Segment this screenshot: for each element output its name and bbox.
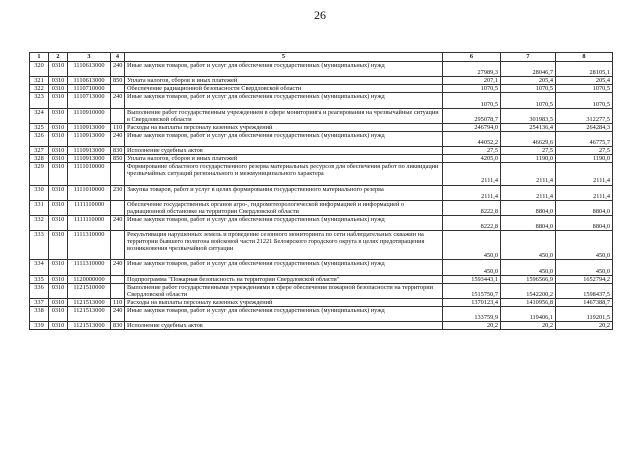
row-number: 337 <box>30 298 49 306</box>
amount-year-1: 8222,8 <box>443 215 501 230</box>
table-row <box>30 62 613 77</box>
target-article-code: 1121513000 <box>68 322 111 330</box>
amount-year-1: 44052,2 <box>443 131 501 146</box>
table-row <box>30 93 613 108</box>
amount-year-3: 27,5 <box>556 147 613 155</box>
row-number: 323 <box>30 93 49 108</box>
target-article-code: 1110613000 <box>68 62 111 77</box>
table-row <box>30 147 613 155</box>
table-row <box>30 155 613 163</box>
amount-year-2: 28046,7 <box>501 62 556 77</box>
row-number: 321 <box>30 77 49 85</box>
expense-name: Иные закупки товаров, работ и услуг для обеспечения государственных (муниципальных) нужд <box>125 307 443 322</box>
expense-type-code: 850 <box>111 155 125 163</box>
amount-year-1: 1070,5 <box>443 93 501 108</box>
target-article-code: 1110913000 <box>68 123 111 131</box>
amount-year-1: 8222,8 <box>443 200 501 215</box>
target-article-code: 1121513000 <box>68 307 111 322</box>
expense-type-code <box>111 85 125 93</box>
row-number: 324 <box>30 108 49 123</box>
amount-year-2: 205,4 <box>501 77 556 85</box>
amount-year-3: 450,0 <box>556 260 613 275</box>
amount-year-3: 46775,7 <box>556 131 613 146</box>
row-number: 328 <box>30 155 49 163</box>
section-code: 0310 <box>49 131 68 146</box>
column-header: 6 <box>443 53 501 62</box>
expense-type-code <box>111 200 125 215</box>
amount-year-2: 1596566,9 <box>501 275 556 283</box>
amount-year-2: 1410956,8 <box>501 298 556 306</box>
expense-type-code: 240 <box>111 93 125 108</box>
expense-type-code: 240 <box>111 260 125 275</box>
row-number: 330 <box>30 185 49 200</box>
section-code: 0310 <box>49 275 68 283</box>
amount-year-2: 8804,0 <box>501 215 556 230</box>
expense-name: Рекультивация нарушенных земель и проведение сезонного мониторинга по сети наблюдательных скважин на территории бывшего полигона войсковой части 21221 Белоярского городского округа в целях предотвращения возникновения чрезвычайной ситуации <box>125 231 443 260</box>
table-header-row <box>30 53 613 62</box>
row-number: 320 <box>30 62 49 77</box>
expense-name: Закупка товаров, работ и услуг в целях формирования государственного материального резерва <box>125 185 443 200</box>
section-code: 0310 <box>49 260 68 275</box>
expense-name: Выполнение работ государственными учреждениями в сфере обеспечения пожарной безопасности на территории Свердловской области <box>125 283 443 298</box>
amount-year-1: 4205,0 <box>443 155 501 163</box>
expense-type-code <box>111 283 125 298</box>
column-header: 3 <box>68 53 111 62</box>
section-code: 0310 <box>49 163 68 185</box>
table-row <box>30 77 613 85</box>
row-number: 336 <box>30 283 49 298</box>
table-row <box>30 215 613 230</box>
expense-name: Исполнение судебных актов <box>125 322 443 330</box>
target-article-code: 1110913000 <box>68 131 111 146</box>
section-code: 0310 <box>49 200 68 215</box>
section-code: 0310 <box>49 77 68 85</box>
expense-type-code: 830 <box>111 322 125 330</box>
amount-year-1: 207,1 <box>443 77 501 85</box>
expense-type-code: 850 <box>111 77 125 85</box>
amount-year-2: 20,2 <box>501 322 556 330</box>
row-number: 322 <box>30 85 49 93</box>
target-article-code: 1110913000 <box>68 155 111 163</box>
expense-name: Уплата налогов, сборов и иных платежей <box>125 77 443 85</box>
target-article-code: 1110910000 <box>68 108 111 123</box>
amount-year-1: 27989,3 <box>443 62 501 77</box>
amount-year-3: 2111,4 <box>556 185 613 200</box>
amount-year-1: 450,0 <box>443 231 501 260</box>
amount-year-3: 8804,0 <box>556 215 613 230</box>
row-number: 334 <box>30 260 49 275</box>
table-row <box>30 307 613 322</box>
table-row <box>30 231 613 260</box>
amount-year-1: 246794,0 <box>443 123 501 131</box>
table-row <box>30 260 613 275</box>
amount-year-3: 2111,4 <box>556 163 613 185</box>
row-number: 332 <box>30 215 49 230</box>
amount-year-1: 2111,4 <box>443 185 501 200</box>
amount-year-3: 205,4 <box>556 77 613 85</box>
section-code: 0310 <box>49 215 68 230</box>
table-row <box>30 283 613 298</box>
amount-year-3: 1070,5 <box>556 93 613 108</box>
expense-name: Выполнение работ государственным учреждением в сфере мониторинга и реагирования на чрезвычайные ситуации в Свердловской области <box>125 108 443 123</box>
column-header: 5 <box>125 53 443 62</box>
column-header: 4 <box>111 53 125 62</box>
amount-year-3: 1070,5 <box>556 85 613 93</box>
section-code: 0310 <box>49 93 68 108</box>
section-code: 0310 <box>49 283 68 298</box>
amount-year-2: 450,0 <box>501 231 556 260</box>
expense-type-code <box>111 275 125 283</box>
amount-year-2: 450,0 <box>501 260 556 275</box>
table-row <box>30 200 613 215</box>
table-row <box>30 123 613 131</box>
column-header: 2 <box>49 53 68 62</box>
target-article-code: 1111010000 <box>68 163 111 185</box>
amount-year-1: 1370123,4 <box>443 298 501 306</box>
expense-name: Расходы на выплаты персоналу казенных учреждений <box>125 298 443 306</box>
row-number: 333 <box>30 231 49 260</box>
target-article-code: 1120000000 <box>68 275 111 283</box>
amount-year-2: 1542200,2 <box>501 283 556 298</box>
section-code: 0310 <box>49 155 68 163</box>
amount-year-2: 301983,5 <box>501 108 556 123</box>
column-header: 7 <box>501 53 556 62</box>
expense-type-code: 110 <box>111 298 125 306</box>
amount-year-2: 1070,5 <box>501 85 556 93</box>
expense-type-code <box>111 231 125 260</box>
amount-year-2: 8804,0 <box>501 200 556 215</box>
expense-type-code <box>111 108 125 123</box>
table-row <box>30 85 613 93</box>
target-article-code: 1111110000 <box>68 215 111 230</box>
amount-year-2: 119406,1 <box>501 307 556 322</box>
amount-year-3: 1467388,7 <box>556 298 613 306</box>
table-row <box>30 131 613 146</box>
amount-year-1: 133759,9 <box>443 307 501 322</box>
expense-name: Формирование областного государственного резерва материальных ресурсов для обеспечения работ по ликвидации чрезвычайных ситуаций регионального и межмуниципального характера <box>125 163 443 185</box>
section-code: 0310 <box>49 298 68 306</box>
expense-name: Исполнение судебных актов <box>125 147 443 155</box>
row-number: 331 <box>30 200 49 215</box>
amount-year-2: 1070,5 <box>501 93 556 108</box>
expense-name: Подпрограмма "Пожарная безопасность на территории Свердловской области" <box>125 275 443 283</box>
row-number: 329 <box>30 163 49 185</box>
amount-year-3: 450,0 <box>556 231 613 260</box>
target-article-code: 1111110000 <box>68 200 111 215</box>
target-article-code: 1110913000 <box>68 147 111 155</box>
amount-year-1: 1593443,1 <box>443 275 501 283</box>
target-article-code: 1110713000 <box>68 93 111 108</box>
expense-name: Уплата налогов, сборов и иных платежей <box>125 155 443 163</box>
amount-year-3: 1652794,2 <box>556 275 613 283</box>
target-article-code: 1110613000 <box>68 77 111 85</box>
amount-year-2: 2111,4 <box>501 163 556 185</box>
amount-year-3: 28105,1 <box>556 62 613 77</box>
amount-year-1: 1515750,7 <box>443 283 501 298</box>
target-article-code: 1110710000 <box>68 85 111 93</box>
target-article-code: 1111310000 <box>68 260 111 275</box>
row-number: 335 <box>30 275 49 283</box>
row-number: 327 <box>30 147 49 155</box>
amount-year-1: 1070,5 <box>443 85 501 93</box>
target-article-code: 1111010000 <box>68 185 111 200</box>
table-row <box>30 185 613 200</box>
expense-type-code: 230 <box>111 185 125 200</box>
expense-type-code <box>111 163 125 185</box>
amount-year-3: 20,2 <box>556 322 613 330</box>
amount-year-2: 27,5 <box>501 147 556 155</box>
section-code: 0310 <box>49 322 68 330</box>
amount-year-2: 254136,4 <box>501 123 556 131</box>
column-header: 1 <box>30 53 49 62</box>
table-row <box>30 322 613 330</box>
amount-year-2: 2111,4 <box>501 185 556 200</box>
table-row <box>30 108 613 123</box>
target-article-code: 1121513000 <box>68 298 111 306</box>
column-header: 8 <box>556 53 613 62</box>
amount-year-1: 27,5 <box>443 147 501 155</box>
amount-year-3: 264284,3 <box>556 123 613 131</box>
amount-year-2: 1190,0 <box>501 155 556 163</box>
page-number: 26 <box>314 8 326 22</box>
expense-name: Иные закупки товаров, работ и услуг для обеспечения государственных (муниципальных) нужд <box>125 93 443 108</box>
section-code: 0310 <box>49 185 68 200</box>
expense-type-code: 240 <box>111 307 125 322</box>
section-code: 0310 <box>49 147 68 155</box>
budget-table <box>29 52 613 330</box>
amount-year-2: 46629,6 <box>501 131 556 146</box>
target-article-code: 1121510000 <box>68 283 111 298</box>
expense-type-code: 110 <box>111 123 125 131</box>
expense-name: Обеспечение радиационной безопасности Свердловской области <box>125 85 443 93</box>
expense-type-code: 830 <box>111 147 125 155</box>
expense-type-code: 240 <box>111 62 125 77</box>
row-number: 326 <box>30 131 49 146</box>
expense-name: Иные закупки товаров, работ и услуг для обеспечения государственных (муниципальных) нужд <box>125 62 443 77</box>
expense-name: Расходы на выплаты персоналу казенных учреждений <box>125 123 443 131</box>
amount-year-3: 1598437,5 <box>556 283 613 298</box>
table-row <box>30 163 613 185</box>
amount-year-3: 119201,5 <box>556 307 613 322</box>
expense-name: Обеспечение государственных органов агро-, гидрометеорологической информацией и информацией о радиационной обстановке на территории Свердловской области <box>125 200 443 215</box>
target-article-code: 1111310000 <box>68 231 111 260</box>
table-body <box>30 53 613 330</box>
section-code: 0310 <box>49 307 68 322</box>
section-code: 0310 <box>49 108 68 123</box>
amount-year-1: 20,2 <box>443 322 501 330</box>
expense-type-code: 240 <box>111 215 125 230</box>
row-number: 338 <box>30 307 49 322</box>
expense-name: Иные закупки товаров, работ и услуг для обеспечения государственных (муниципальных) нужд <box>125 260 443 275</box>
amount-year-1: 2111,4 <box>443 163 501 185</box>
expense-name: Иные закупки товаров, работ и услуг для обеспечения государственных (муниципальных) нужд <box>125 215 443 230</box>
row-number: 325 <box>30 123 49 131</box>
amount-year-1: 295078,7 <box>443 108 501 123</box>
section-code: 0310 <box>49 231 68 260</box>
amount-year-1: 450,0 <box>443 260 501 275</box>
section-code: 0310 <box>49 62 68 77</box>
amount-year-3: 312277,5 <box>556 108 613 123</box>
table-row <box>30 275 613 283</box>
amount-year-3: 1190,0 <box>556 155 613 163</box>
amount-year-3: 8804,0 <box>556 200 613 215</box>
row-number: 339 <box>30 322 49 330</box>
expense-name: Иные закупки товаров, работ и услуг для обеспечения государственных (муниципальных) нужд <box>125 131 443 146</box>
table-row <box>30 298 613 306</box>
expense-type-code: 240 <box>111 131 125 146</box>
section-code: 0310 <box>49 85 68 93</box>
section-code: 0310 <box>49 123 68 131</box>
